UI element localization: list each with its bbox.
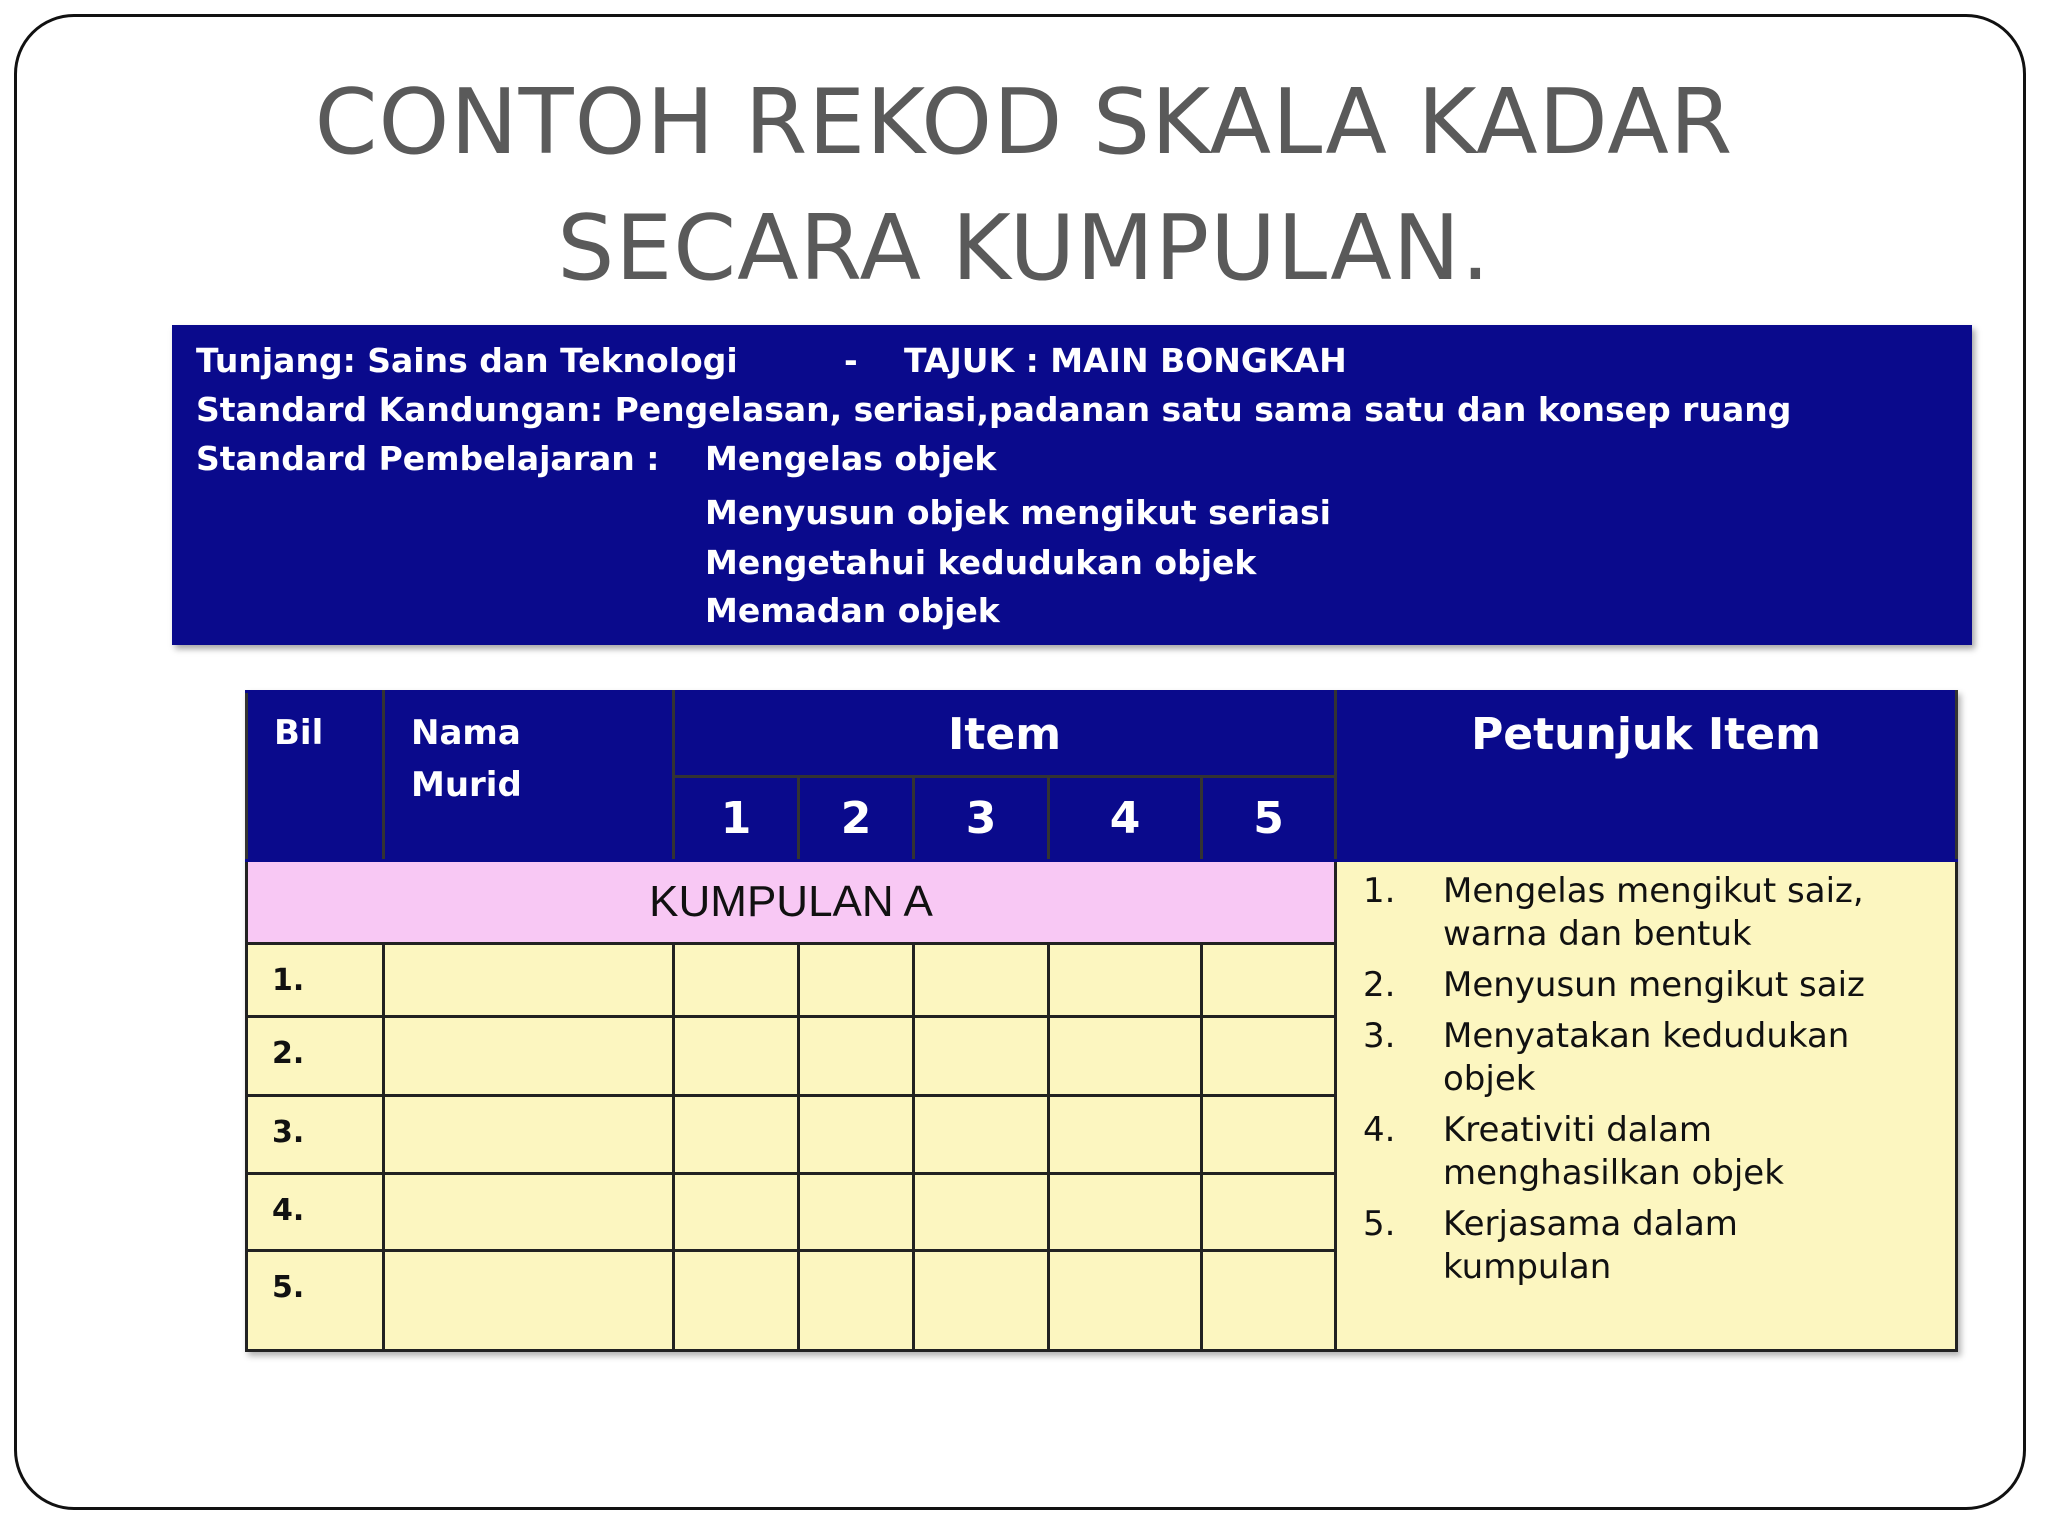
row-bil-1: 1.: [247, 944, 384, 1017]
petunjuk-text-4a: Kreativiti dalam: [1443, 1110, 1713, 1150]
row-item-cell[interactable]: [1049, 1174, 1202, 1251]
header-row-1: [247, 692, 1957, 777]
petunjuk-num-5: 5.: [1363, 1204, 1396, 1244]
group-label: KUMPULAN A: [247, 861, 1336, 944]
row-item-cell[interactable]: [1049, 1096, 1202, 1174]
petunjuk-text-5a: Kerjasama dalam: [1443, 1204, 1738, 1244]
header-nama-murid: [384, 692, 674, 861]
row-item-cell[interactable]: [914, 1017, 1049, 1096]
header-nama-line-2: Murid: [411, 765, 522, 805]
info-sp-item-1: Mengelas objek: [705, 439, 997, 478]
row-item-cell[interactable]: [674, 1174, 799, 1251]
row-nama-cell[interactable]: [384, 944, 674, 1017]
slide-title: [0, 60, 2048, 312]
petunjuk-text-1b: warna dan bentuk: [1443, 914, 1752, 954]
title-line-2: SECARA KUMPULAN.: [557, 196, 1491, 301]
petunjuk-item-2: [1337, 964, 1955, 1007]
row-nama-cell[interactable]: [384, 1251, 674, 1351]
row-item-cell[interactable]: [1049, 944, 1202, 1017]
row-item-cell[interactable]: [914, 1174, 1049, 1251]
row-bil-4: 4.: [247, 1174, 384, 1251]
info-tajuk: TAJUK : MAIN BONGKAH: [904, 341, 1347, 380]
info-standard-kandungan: Standard Kandungan: Pengelasan, seriasi,padanan satu sama satu dan konsep ruang: [196, 390, 1792, 429]
row-item-cell[interactable]: [1202, 1017, 1336, 1096]
row-item-cell[interactable]: [674, 944, 799, 1017]
row-item-cell[interactable]: [674, 1017, 799, 1096]
row-item-cell[interactable]: [674, 1096, 799, 1174]
petunjuk-text-4b: menghasilkan objek: [1443, 1153, 1784, 1193]
petunjuk-text-3a: Menyatakan kedudukan: [1443, 1016, 1850, 1056]
row-item-cell[interactable]: [1202, 1096, 1336, 1174]
petunjuk-text-2a: Menyusun mengikut saiz: [1443, 965, 1865, 1005]
petunjuk-item-5: [1337, 1203, 1955, 1289]
info-sp-item-4: Memadan objek: [705, 591, 1000, 630]
row-bil-3: 3.: [247, 1096, 384, 1174]
row-nama-cell[interactable]: [384, 1096, 674, 1174]
row-item-cell[interactable]: [914, 1096, 1049, 1174]
row-item-cell[interactable]: [1202, 1174, 1336, 1251]
petunjuk-num-4: 4.: [1363, 1110, 1396, 1150]
title-line-1: CONTOH REKOD SKALA KADAR: [314, 70, 1734, 175]
group-row: [247, 861, 1957, 944]
row-item-cell[interactable]: [1049, 1017, 1202, 1096]
row-bil-5: 5.: [247, 1251, 384, 1351]
petunjuk-text-5b: kumpulan: [1443, 1247, 1612, 1287]
info-dash: -: [844, 341, 858, 380]
petunjuk-item-1: [1337, 870, 1955, 956]
petunjuk-text-1a: Mengelas mengikut saiz,: [1443, 871, 1864, 911]
row-bil-2: 2.: [247, 1017, 384, 1096]
row-item-cell[interactable]: [674, 1251, 799, 1351]
row-item-cell[interactable]: [799, 1251, 914, 1351]
rating-table: [245, 690, 1958, 1352]
info-sp-item-3: Mengetahui kedudukan objek: [705, 543, 1257, 582]
header-petunjuk-item: Petunjuk Item: [1336, 692, 1957, 861]
info-sp-item-2: Menyusun objek mengikut seriasi: [705, 493, 1331, 532]
row-item-cell[interactable]: [799, 1174, 914, 1251]
row-item-cell[interactable]: [799, 1017, 914, 1096]
row-item-cell[interactable]: [799, 1096, 914, 1174]
row-item-cell[interactable]: [914, 1251, 1049, 1351]
header-bil: Bil: [247, 692, 384, 861]
petunjuk-list: [1337, 870, 1955, 1297]
header-item-4: 4: [1049, 777, 1202, 861]
header-item-5: 5: [1202, 777, 1336, 861]
row-item-cell[interactable]: [1049, 1251, 1202, 1351]
row-item-cell[interactable]: [799, 944, 914, 1017]
row-item-cell[interactable]: [1202, 1251, 1336, 1351]
header-item-2: 2: [799, 777, 914, 861]
info-box: [172, 325, 1972, 645]
header-nama-line-1: Nama: [411, 713, 521, 753]
petunjuk-list-cell: [1336, 861, 1957, 1351]
row-nama-cell[interactable]: [384, 1174, 674, 1251]
header-item: Item: [674, 692, 1336, 777]
petunjuk-num-2: 2.: [1363, 965, 1396, 1005]
info-tunjang: Tunjang: Sains dan Teknologi: [196, 341, 738, 380]
petunjuk-num-1: 1.: [1363, 871, 1396, 911]
row-nama-cell[interactable]: [384, 1017, 674, 1096]
row-item-cell[interactable]: [1202, 944, 1336, 1017]
petunjuk-item-4: [1337, 1109, 1955, 1195]
header-item-1: 1: [674, 777, 799, 861]
petunjuk-text-3b: objek: [1443, 1059, 1536, 1099]
petunjuk-num-3: 3.: [1363, 1016, 1396, 1056]
info-standard-pembelajaran-label: Standard Pembelajaran :: [196, 439, 660, 478]
header-item-3: 3: [914, 777, 1049, 861]
row-item-cell[interactable]: [914, 944, 1049, 1017]
petunjuk-item-3: [1337, 1015, 1955, 1101]
